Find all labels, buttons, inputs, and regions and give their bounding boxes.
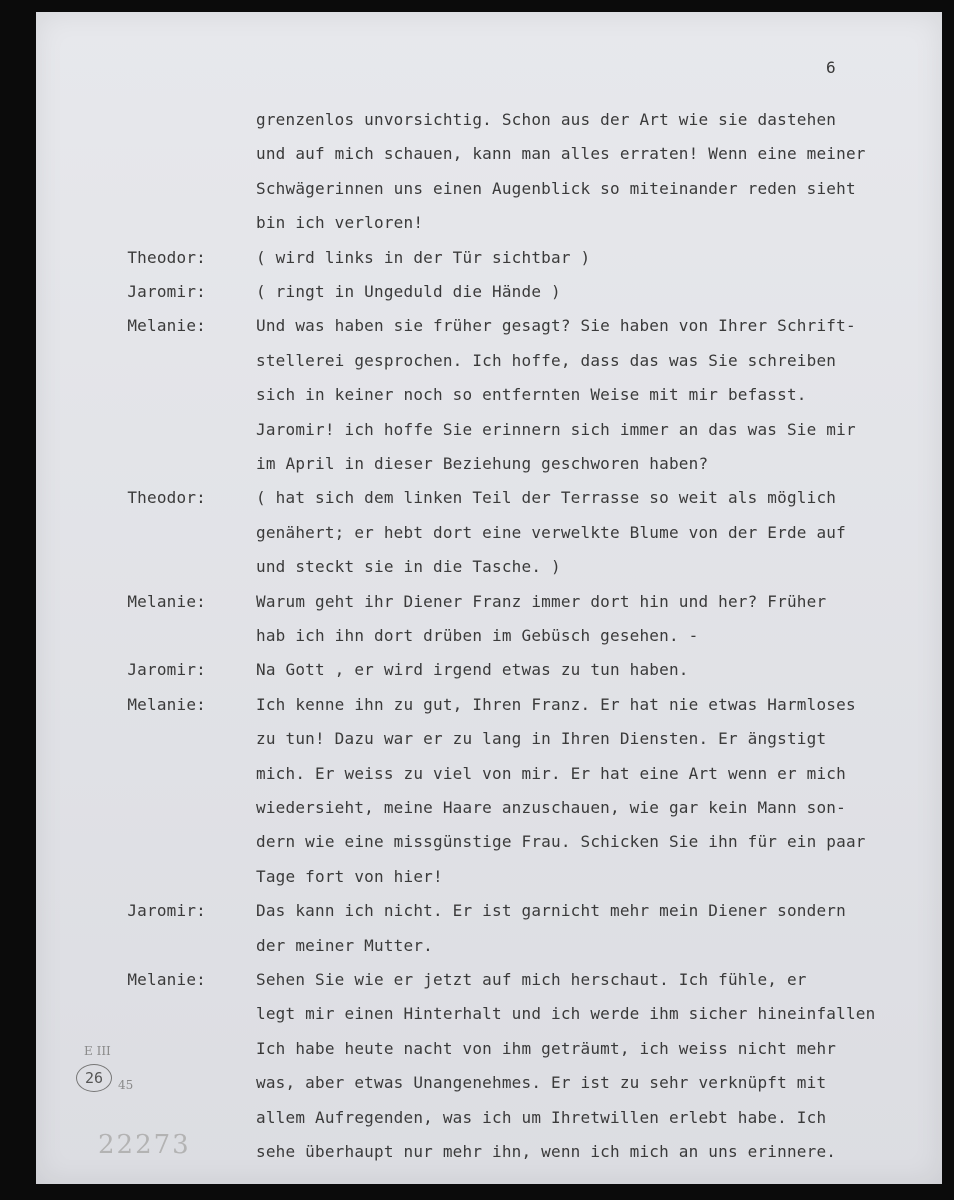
dialogue-line: Jaromir! ich hoffe Sie erinnern sich immer an das was Sie mir: [256, 420, 856, 439]
inventory-number: 22273: [98, 1130, 191, 1160]
dialogue-line: und steckt sie in die Tasche. ): [256, 557, 561, 576]
dialogue-line: legt mir einen Hinterhalt und ich werde ihm sicher hineinfallen: [256, 1004, 876, 1023]
dialogue-line: sich in keiner noch so entfernten Weise mit mir befasst.: [256, 385, 807, 404]
dialogue-line: Tage fort von hier!: [256, 867, 443, 886]
dialogue-line: Warum geht ihr Diener Franz immer dort hin und her? Früher: [256, 592, 827, 611]
dialogue-line: mich. Er weiss zu viel von mir. Er hat eine Art wenn er mich: [256, 764, 846, 783]
speaker-name: Melanie:: [127, 592, 206, 611]
dialogue-line: ( hat sich dem linken Teil der Terrasse so weit als möglich: [256, 488, 837, 507]
dialogue-line: genähert; er hebt dort eine verwelkte Blume von der Erde auf: [256, 523, 846, 542]
dialogue-line: grenzenlos unvorsichtig. Schon aus der Art wie sie dastehen: [256, 110, 837, 129]
speaker-name: Melanie:: [127, 695, 206, 714]
dialogue-line: Sehen Sie wie er jetzt auf mich herschaut. Ich fühle, er: [256, 970, 807, 989]
dialogue-line: im April in dieser Beziehung geschworen haben?: [256, 454, 709, 473]
speaker-name: Theodor:: [127, 488, 206, 507]
typescript-page: [36, 12, 942, 1184]
dialogue-line: dern wie eine missgünstige Frau. Schicken Sie ihn für ein paar: [256, 832, 866, 851]
dialogue-line: sehe überhaupt nur mehr ihn, wenn ich mich an uns erinnere.: [256, 1142, 837, 1161]
speaker-name: Melanie:: [127, 970, 206, 989]
dialogue-line: zu tun! Dazu war er zu lang in Ihren Diensten. Er ängstigt: [256, 729, 827, 748]
dialogue-line: und auf mich schauen, kann man alles erraten! Wenn eine meiner: [256, 144, 866, 163]
dialogue-line: Ich habe heute nacht von ihm geträumt, ich weiss nicht mehr: [256, 1039, 837, 1058]
circled-number: 26: [76, 1064, 112, 1092]
dialogue-line: ( wird links in der Tür sichtbar ): [256, 248, 591, 267]
dialogue-line: Und was haben sie früher gesagt? Sie haben von Ihrer Schrift-: [256, 316, 856, 335]
dialogue-line: allem Aufregenden, was ich um Ihretwillen erlebt habe. Ich: [256, 1108, 827, 1127]
small-number: 45: [118, 1078, 134, 1092]
dialogue-line: hab ich ihn dort drüben im Gebüsch gesehen. -: [256, 626, 699, 645]
page-number: 6: [826, 58, 836, 77]
dialogue-line: Na Gott , er wird irgend etwas zu tun haben.: [256, 660, 689, 679]
speaker-name: Jaromir:: [127, 660, 206, 679]
speaker-name: Jaromir:: [127, 282, 206, 301]
dialogue-line: Ich kenne ihn zu gut, Ihren Franz. Er hat nie etwas Harmloses: [256, 695, 856, 714]
dialogue-line: ( ringt in Ungeduld die Hände ): [256, 282, 561, 301]
dialogue-line: stellerei gesprochen. Ich hoffe, dass das was Sie schreiben: [256, 351, 837, 370]
dialogue-line: bin ich verloren!: [256, 213, 424, 232]
dialogue-line: der meiner Mutter.: [256, 936, 433, 955]
dialogue-line: was, aber etwas Unangenehmes. Er ist zu sehr verknüpft mit: [256, 1073, 827, 1092]
speaker-name: Jaromir:: [127, 901, 206, 920]
archive-mark: E III: [84, 1044, 111, 1058]
speaker-name: Melanie:: [127, 316, 206, 335]
speaker-name: Theodor:: [127, 248, 206, 267]
dialogue-line: Schwägerinnen uns einen Augenblick so miteinander reden sieht: [256, 179, 856, 198]
dialogue-line: wiedersieht, meine Haare anzuschauen, wie gar kein Mann son-: [256, 798, 846, 817]
dialogue-line: Das kann ich nicht. Er ist garnicht mehr mein Diener sondern: [256, 901, 846, 920]
